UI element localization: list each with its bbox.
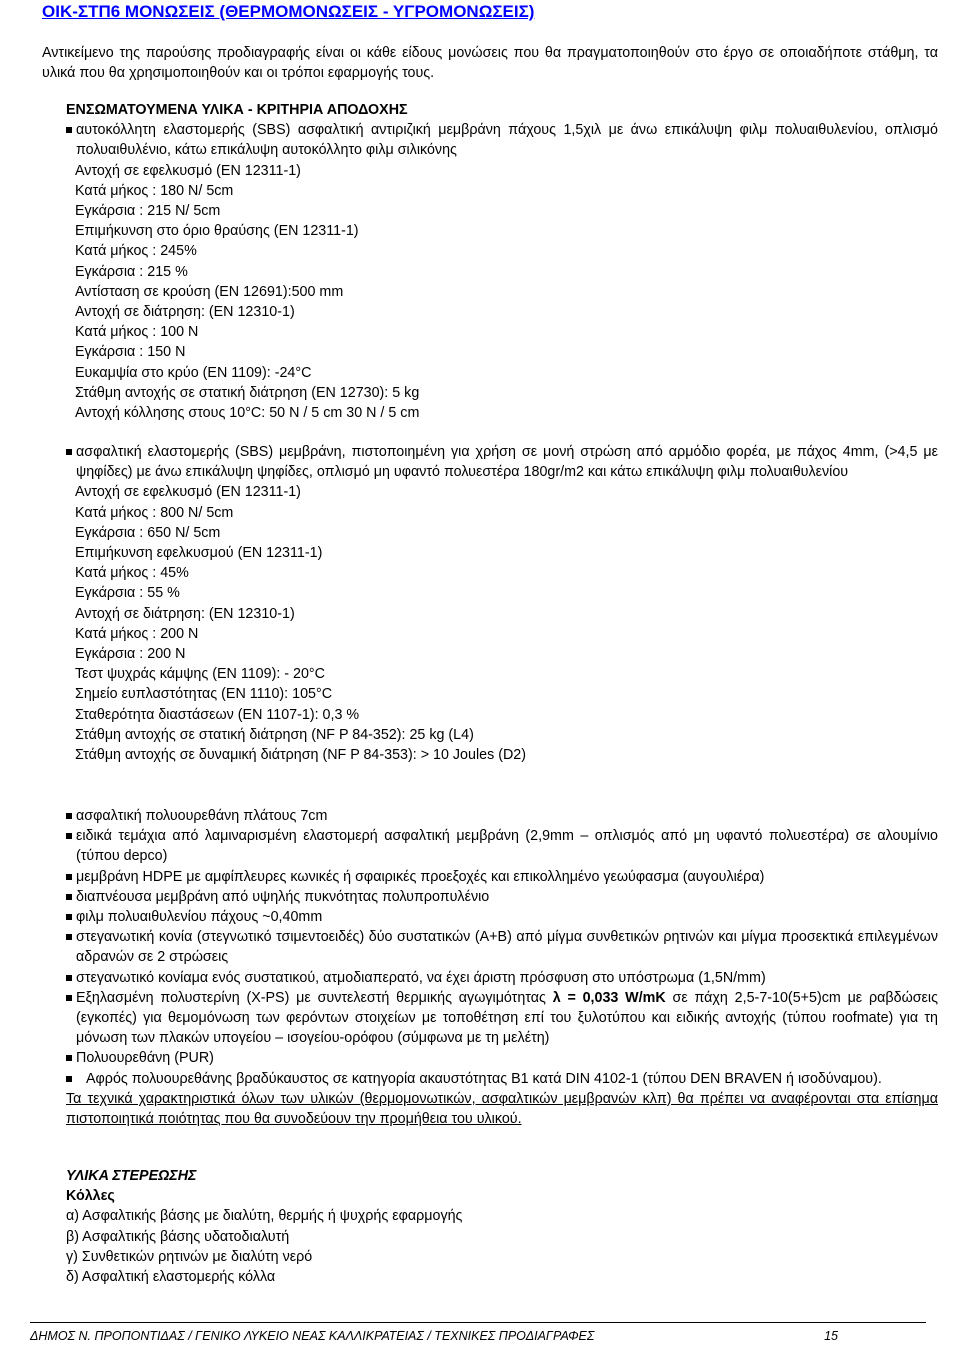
spec-line: Επιμήκυνση εφελκυσμού (ΕΝ 12311-1) [75, 545, 323, 562]
xps-text-pre: Εξηλασμένη πολυστερίνη (X-PS) με συντελεστή θερμικής αγωγιμότητας [76, 989, 553, 1006]
footer-divider [30, 1322, 926, 1323]
bullet-pu-foam: Αφρός πολυουρεθάνης βραδύκαυστος σε κατηγορία ακαυστότητας Β1 κατά DIN 4102-1 (τύπου DEN BRAVEN ή ισοδύναμου). [66, 1069, 938, 1089]
spec-line: Αντοχή σε εφελκυσμό (ΕΝ 12311-1) [75, 484, 301, 501]
spec-line: Στάθμη αντοχής σε δυναμική διάτρηση (NF P 84-353): > 10 Joules (D2) [75, 747, 527, 764]
adhesive-item: δ) Ασφαλτική ελαστομερής κόλλα [66, 1269, 276, 1286]
section-embedded-materials [66, 100, 938, 423]
sbs-rootproof-specs [66, 161, 938, 424]
bullet-waterproof-mortar-two-part: στεγανωτική κονία (στεγνωτικό τσιμεντοειδές) δύο συστατικών (Α+Β) από μίγμα συνθετικών ρητινών και μίγμα προσεκτικά επιλεγμένων αδρανών σε 2 στρώσεις [66, 927, 938, 967]
spec-line: Ευκαμψία στο κρύο (ΕΝ 1109): -24°C [75, 364, 312, 381]
spec-line: Στάθμη αντοχής σε στατική διάτρηση (ΕΝ 12730): 5 kg [75, 384, 420, 401]
fixing-materials-heading: ΥΛΙΚΑ ΣΤΕΡΕΩΣΗΣ [66, 1168, 197, 1184]
spec-line: Κατά μήκος : 45% [75, 565, 189, 582]
spec-line: Αντίσταση σε κρούση (ΕΝ 12691):500 mm [75, 283, 344, 300]
spec-line: Αντοχή σε διάτρηση: (ΕΝ 12310-1) [75, 605, 295, 622]
bullet-breathable-membrane: διαπνέουσα μεμβράνη από υψηλής πυκνότητας πολυπροπυλένιο [66, 887, 938, 907]
spec-line: Αντοχή σε εφελκυσμό (ΕΝ 12311-1) [75, 162, 301, 179]
bullet-pur: Πολυουρεθάνη (PUR) [66, 1048, 938, 1068]
footer-text: ΔΗΜΟΣ Ν. ΠΡΟΠΟΝΤΙΔΑΣ / ΓΕΝΙΚΟ ΛΥΚΕΙΟ ΝΕΑΣ ΚΑΛΛΙΚΡΑΤΕΙΑΣ / ΤΕΧΝΙΚΕΣ ΠΡΟΔΙΑΓΡΑΦΕΣ [30, 1329, 595, 1343]
section-sbs-single-ply [66, 442, 938, 765]
page-footer [30, 1329, 838, 1343]
bullet-hdpe-membrane: μεμβράνη HDPE με αμφίπλευρες κωνικές ή σφαιρικές προεξοχές και επικολλημένο γεωύφασμα (αυγουλιέρα) [66, 867, 938, 887]
spec-line: Κατά μήκος : 200 Ν [75, 625, 199, 642]
page-number: 15 [824, 1329, 838, 1343]
section-other-materials [66, 806, 938, 1129]
section-fixing-materials [66, 1166, 938, 1287]
bullet-sbs-single-ply-membrane: ασφαλτική ελαστομερής (SBS) μεμβράνη, πιστοποιημένη για χρήση σε μονή στρώση από αρμόδιο φορέα, με πάχος 4mm, (>4,5 με ψηφίδες) με άνω επικάλυψη ψηφίδες, οπλισμό μη υφαντό πολυεστέρα 180gr/m2 και κάτω επικάλυψη φιλμ πολυαιθυλενίου [66, 442, 938, 482]
embedded-materials-heading: ΕΝΣΩΜΑΤΟΥΜΕΝΑ ΥΛΙΚΑ - ΚΡΙΤΗΡΙΑ ΑΠΟΔΟΧΗΣ [66, 102, 408, 118]
xps-text-post: σε πάχη 2,5-7-10(5+5)cm με ραβδώσεις (εγκοπές) για θεμομόνωση των φερόντων στοιχείων με τοποθέτηση επί του ξυλοτύπου και ειδικής αντοχής (τύπου roofmate) για τη μόνωση των πλακών υπογείου – ισογείου-ορόφου (σύμφωνα με τη μελέτη) [76, 989, 938, 1047]
laminated-pieces-text: ειδικά τεμάχια από λαμιναρισμένη ελαστομερή ασφαλτική μεμβράνη (2,9mm – οπλισμός από μη υφαντό πολυεστέρα) σε αλουμίνιο (τύπου depco) [76, 828, 938, 865]
spec-line: Σταθερότητα διαστάσεων (ΕΝ 1107-1): 0,3 % [75, 706, 360, 723]
bullet-sbs-rootproof-membrane: αυτοκόλλητη ελαστομερής (SBS) ασφαλτική αντιριζική μεμβράνη πάχους 1,5χιλ με άνω επικάλυψη φιλμ πολυαιθυλενίου, οπλισμό πολυαιθυλένιο, κάτω επικάλυψη αυτοκόλλητο φιλμ σιλικόνης [66, 120, 938, 160]
spec-line: Κατά μήκος : 100 Ν [75, 324, 199, 341]
xps-lambda-value: λ = 0,033 W/mK [552, 989, 666, 1006]
spec-line: Εγκάρσια : 150 Ν [75, 344, 186, 361]
bullet-asphalt-polyurethane: ασφαλτική πολυουρεθάνη πλάτους 7cm [66, 806, 938, 826]
section-title: ΟΙΚ-ΣΤΠ6 ΜΟΝΩΣΕΙΣ (ΘΕΡΜΟΜΟΝΩΣΕΙΣ - ΥΓΡΟΜΟΝΩΣΕΙΣ) [42, 2, 535, 21]
bullet-xps-insulation [66, 988, 938, 1049]
spec-line: Εγκάρσια : 200 Ν [75, 646, 186, 663]
spec-line: Σημείο ευπλαστότητας (ΕΝ 1110): 105°C [75, 686, 333, 703]
spec-line: Εγκάρσια : 215 Ν/ 5cm [75, 203, 221, 220]
spec-line: Εγκάρσια : 215 % [75, 263, 188, 280]
bullet-waterproof-mortar-one-part: στεγανωτικό κονίαμα ενός συστατικού, ατμοδιαπερατό, να έχει άριστη πρόσφυση στο υπόστρωμα (1,5Ν/mm) [66, 968, 938, 988]
sbs-single-ply-specs [66, 482, 938, 765]
spec-line: Τεστ ψυχράς κάμψης (ΕΝ 1109): - 20°C [75, 666, 325, 683]
adhesive-item: γ) Συνθετικών ρητινών με διαλύτη νερό [66, 1248, 313, 1265]
spec-line: Εγκάρσια : 650 Ν/ 5cm [75, 524, 221, 541]
spec-line: Αντοχή σε διάτρηση: (ΕΝ 12310-1) [75, 304, 295, 321]
spec-line: Κατά μήκος : 180 Ν/ 5cm [75, 182, 234, 199]
spec-line: Αντοχή κόλλησης στους 10°C: 50 Ν / 5 cm 30 Ν / 5 cm [75, 405, 420, 422]
bullet-pe-film: φιλμ πολυαιθυλενίου πάχους ~0,40mm [66, 907, 938, 927]
adhesive-item: α) Ασφαλτικής βάσης με διαλύτη, θερμής ή ψυχρής εφαρμογής [66, 1208, 463, 1225]
bullet-laminated-pieces [66, 826, 938, 866]
spec-line: Εγκάρσια : 55 % [75, 585, 180, 602]
adhesive-item: β) Ασφαλτικής βάσης υδατοδιαλυτή [66, 1228, 290, 1245]
adhesives-subheading: Κόλλες [66, 1188, 115, 1205]
spec-line: Στάθμη αντοχής σε στατική διάτρηση (NF P 84-352): 25 kg (L4) [75, 726, 474, 743]
spec-line: Κατά μήκος : 245% [75, 243, 197, 260]
spec-line: Επιμήκυνση στο όριο θραύσης (ΕΝ 12311-1) [75, 223, 359, 240]
spec-line: Κατά μήκος : 800 Ν/ 5cm [75, 504, 234, 521]
certification-note: Τα τεχνικά χαρακτηριστικά όλων των υλικών (θερμομονωτικών, ασφαλτικών μεμβρανών κλπ) θα πρέπει να αναφέρονται στα επίσημα πιστοποιητικά ποιότητας που θα συνοδεύουν την προμήθεια του υλικού. [66, 1090, 938, 1128]
intro-paragraph: Αντικείμενο της παρούσης προδιαγραφής είναι οι κάθε είδους μονώσεις που θα πραγματοποιηθούν στο έργο σε οποιαδήποτε στάθμη, τα υλικά που θα χρησιμοποιηθούν και οι τρόποι εφαρμογής τους. [42, 45, 938, 82]
